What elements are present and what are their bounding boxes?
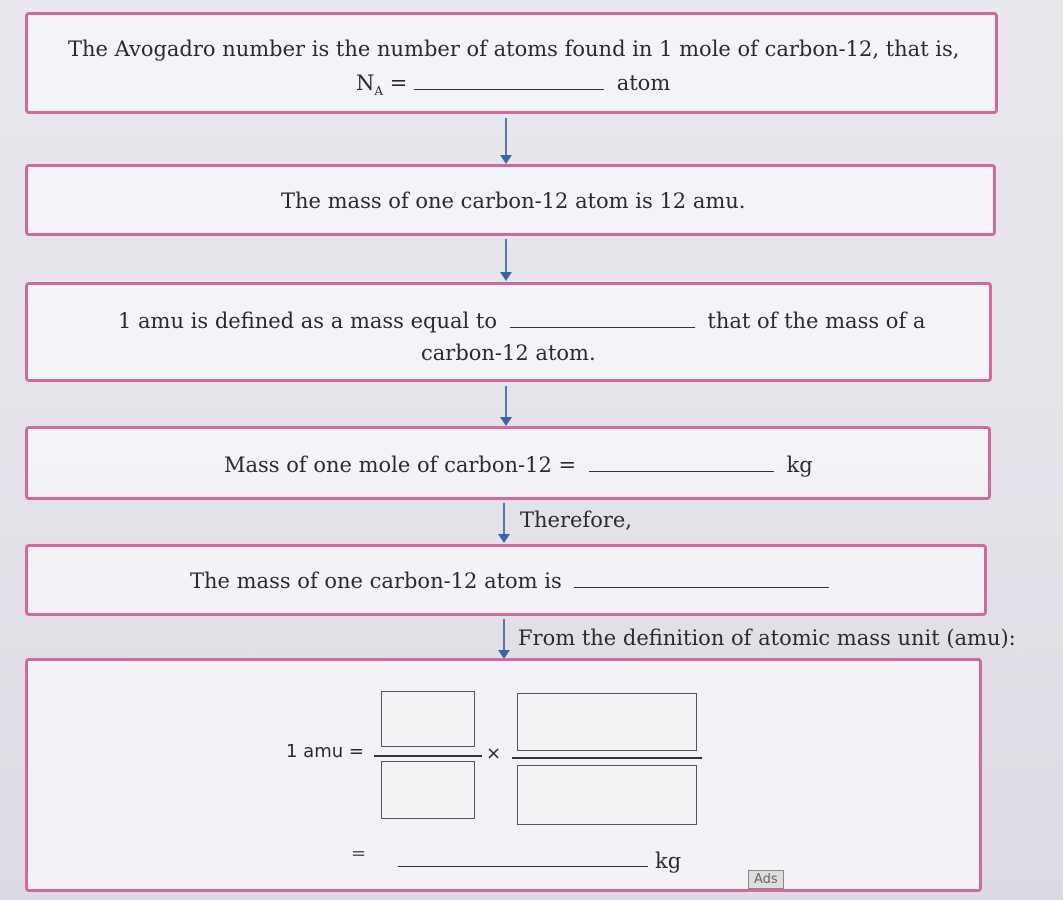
amu-fraction-blank[interactable] <box>510 327 695 328</box>
avogadro-formula <box>356 71 670 98</box>
unit-kg: kg <box>786 453 813 477</box>
down-arrow-icon <box>503 503 505 535</box>
avogadro-number-box <box>25 12 998 114</box>
mole-mass-text: Mass of one mole of carbon-12 = kg <box>224 453 813 477</box>
therefore-label: Therefore, <box>520 508 632 532</box>
amu-definition-box <box>25 282 992 382</box>
fraction1-bar <box>374 755 482 757</box>
unit-kg: kg <box>655 849 682 873</box>
atom-mass-box <box>25 544 987 616</box>
mole-mass-box <box>25 426 991 500</box>
fraction1-denominator-box[interactable] <box>381 761 475 819</box>
ads-badge[interactable]: Ads <box>748 870 784 889</box>
fraction1-numerator-box[interactable] <box>381 691 475 747</box>
amu-definition-connector: From the definition of atomic mass unit (amu): <box>518 626 1016 650</box>
one-amu-label: 1 amu = <box>286 741 364 762</box>
down-arrow-icon <box>505 386 507 418</box>
unit-atom: atom <box>616 71 671 95</box>
fraction2-bar <box>512 757 702 759</box>
down-arrow-icon <box>505 118 507 156</box>
atom-mass-blank[interactable] <box>574 587 829 588</box>
carbon-mass-amu-box <box>25 164 996 236</box>
carbon-mass-amu-text: The mass of one carbon-12 atom is 12 amu. <box>281 189 746 213</box>
fraction2-numerator-box[interactable] <box>517 693 697 751</box>
times-sign: × <box>486 743 502 764</box>
atom-mass-text: The mass of one carbon-12 atom is <box>190 569 829 593</box>
equals-sign: = <box>389 71 408 95</box>
final-answer-blank[interactable] <box>398 866 648 867</box>
equals-sign: = <box>351 843 367 864</box>
avogadro-answer-blank[interactable] <box>414 89 604 90</box>
amu-definition-line2: carbon-12 atom. <box>421 341 596 365</box>
amu-calculation-box <box>25 658 982 892</box>
mole-mass-blank[interactable] <box>589 471 774 472</box>
down-arrow-icon <box>503 619 505 651</box>
avogadro-symbol: $N_A$ <box>356 71 384 99</box>
amu-definition-line1: 1 amu is defined as a mass equal to that of the mass of a <box>118 309 926 333</box>
fraction2-denominator-box[interactable] <box>517 765 697 825</box>
avogadro-definition-text: The Avogadro number is the number of atoms found in 1 mole of carbon-12, that is, <box>68 37 960 61</box>
down-arrow-icon <box>505 239 507 273</box>
